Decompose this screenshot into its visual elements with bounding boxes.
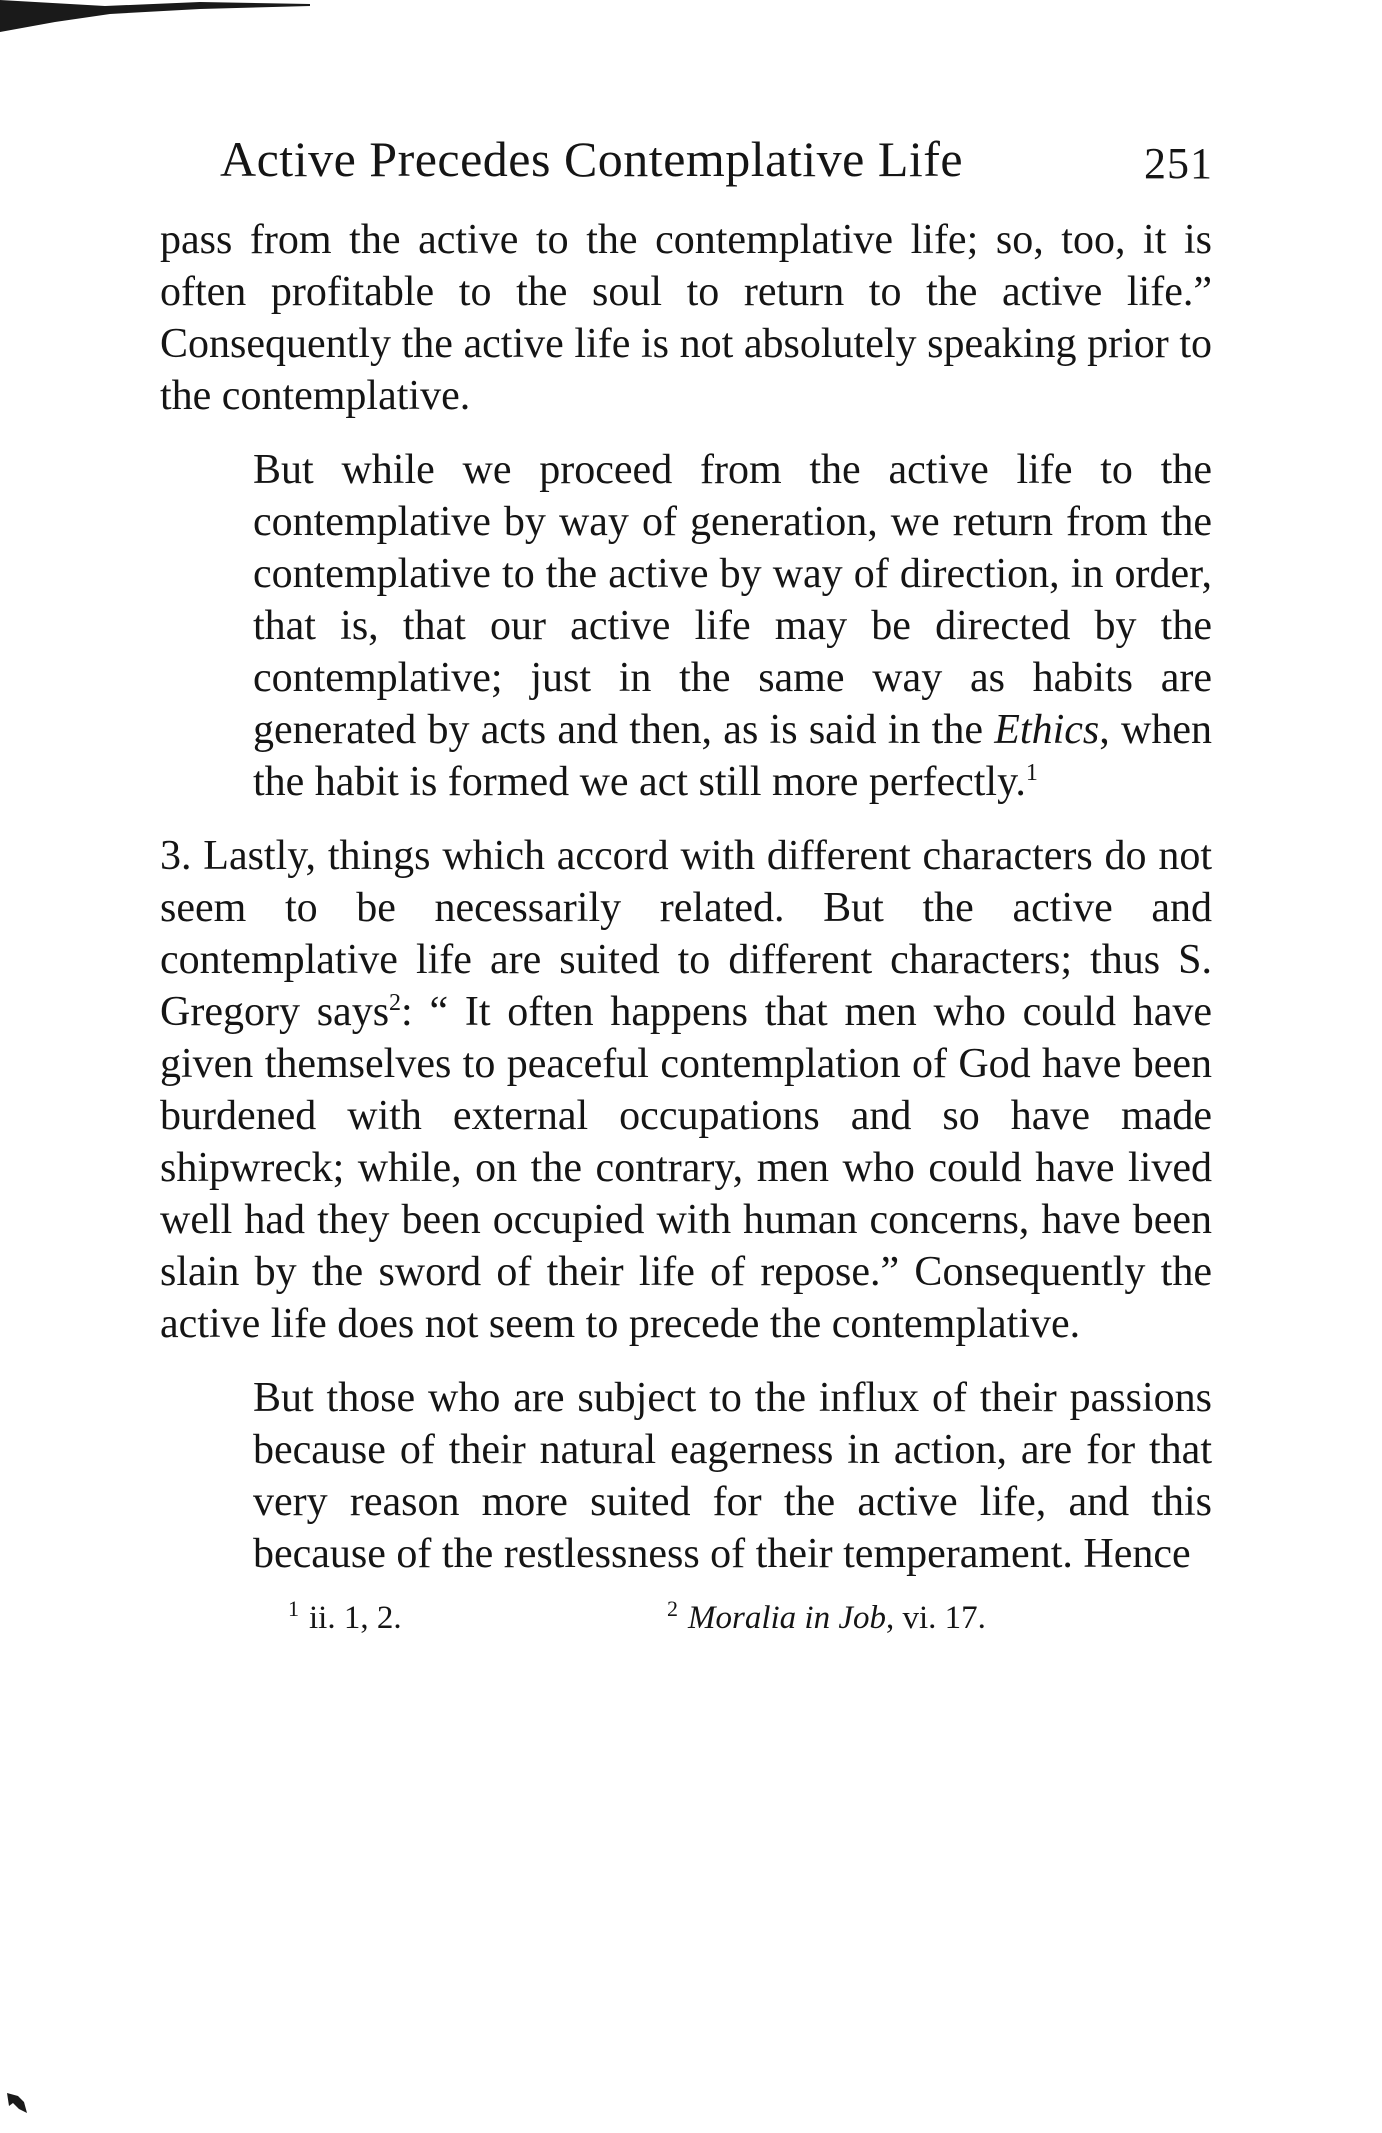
footnote-mark: 2 <box>667 1596 678 1621</box>
italic-title-ethics: Ethics <box>994 707 1100 753</box>
footnote-text: ii. 1, 2. <box>309 1600 402 1636</box>
footnote <box>667 1596 986 1637</box>
paragraph-text: , when the habit is formed we act still more perfectly. <box>253 707 1212 805</box>
running-head <box>160 130 1212 214</box>
paragraph-text: : “ It often happens that men who could have given themselves to peaceful contemplation of God have been burdened with external occupations and so have made shipwreck; while, on the contrary, men who could have lived well had they been occupied with human concerns, have been slain by the sword of their life of repose.” Consequently the active life does not seem to precede the contemplative. <box>160 989 1213 1347</box>
page-title: Active Precedes Contemplative Life <box>220 131 964 187</box>
footnote-text: , vi. 17. <box>885 1600 986 1636</box>
paragraph <box>160 830 1212 1350</box>
footnote <box>288 1596 402 1637</box>
footnote-mark: 1 <box>288 1596 299 1621</box>
page-number: 251 <box>1144 139 1213 188</box>
book-page <box>160 130 1212 1656</box>
footnote-reference: 2 <box>389 990 402 1016</box>
paragraph: pass from the active to the contemplative life; so, too, it is often profitable to the soul to return to the active life.” Consequently the active life is not absolutely speaking prior to the contemplative. <box>160 217 1212 419</box>
footnote-italic-title: Moralia in Job <box>688 1600 886 1636</box>
paragraph <box>160 444 1212 808</box>
footnotes <box>160 1596 1212 1656</box>
scan-corner-mark <box>6 2092 28 2116</box>
paragraph-text: 3. Lastly, things which accord with different characters do not seem to be necessarily related. But the active and contemplative life are suited to different characters; thus S. Gregory says <box>160 833 1212 1035</box>
paragraph-text: But while we proceed from the active life to the contemplative by way of generation, we return from the contemplative to the active by way of direction, in order, that is, that our active life may be directed by the contemplative; just in the same way as habits are generated by acts and then, as is said in the <box>253 447 1212 753</box>
scan-edge-mark <box>0 0 320 40</box>
footnote-reference: 1 <box>1025 760 1038 786</box>
paragraph: But those who are subject to the influx of their passions because of their natural eagerness in action, are for that very reason more suited for the active life, and this because of the restlessness of their temperament. Hence <box>253 1375 1212 1577</box>
body-text <box>160 214 1212 1580</box>
